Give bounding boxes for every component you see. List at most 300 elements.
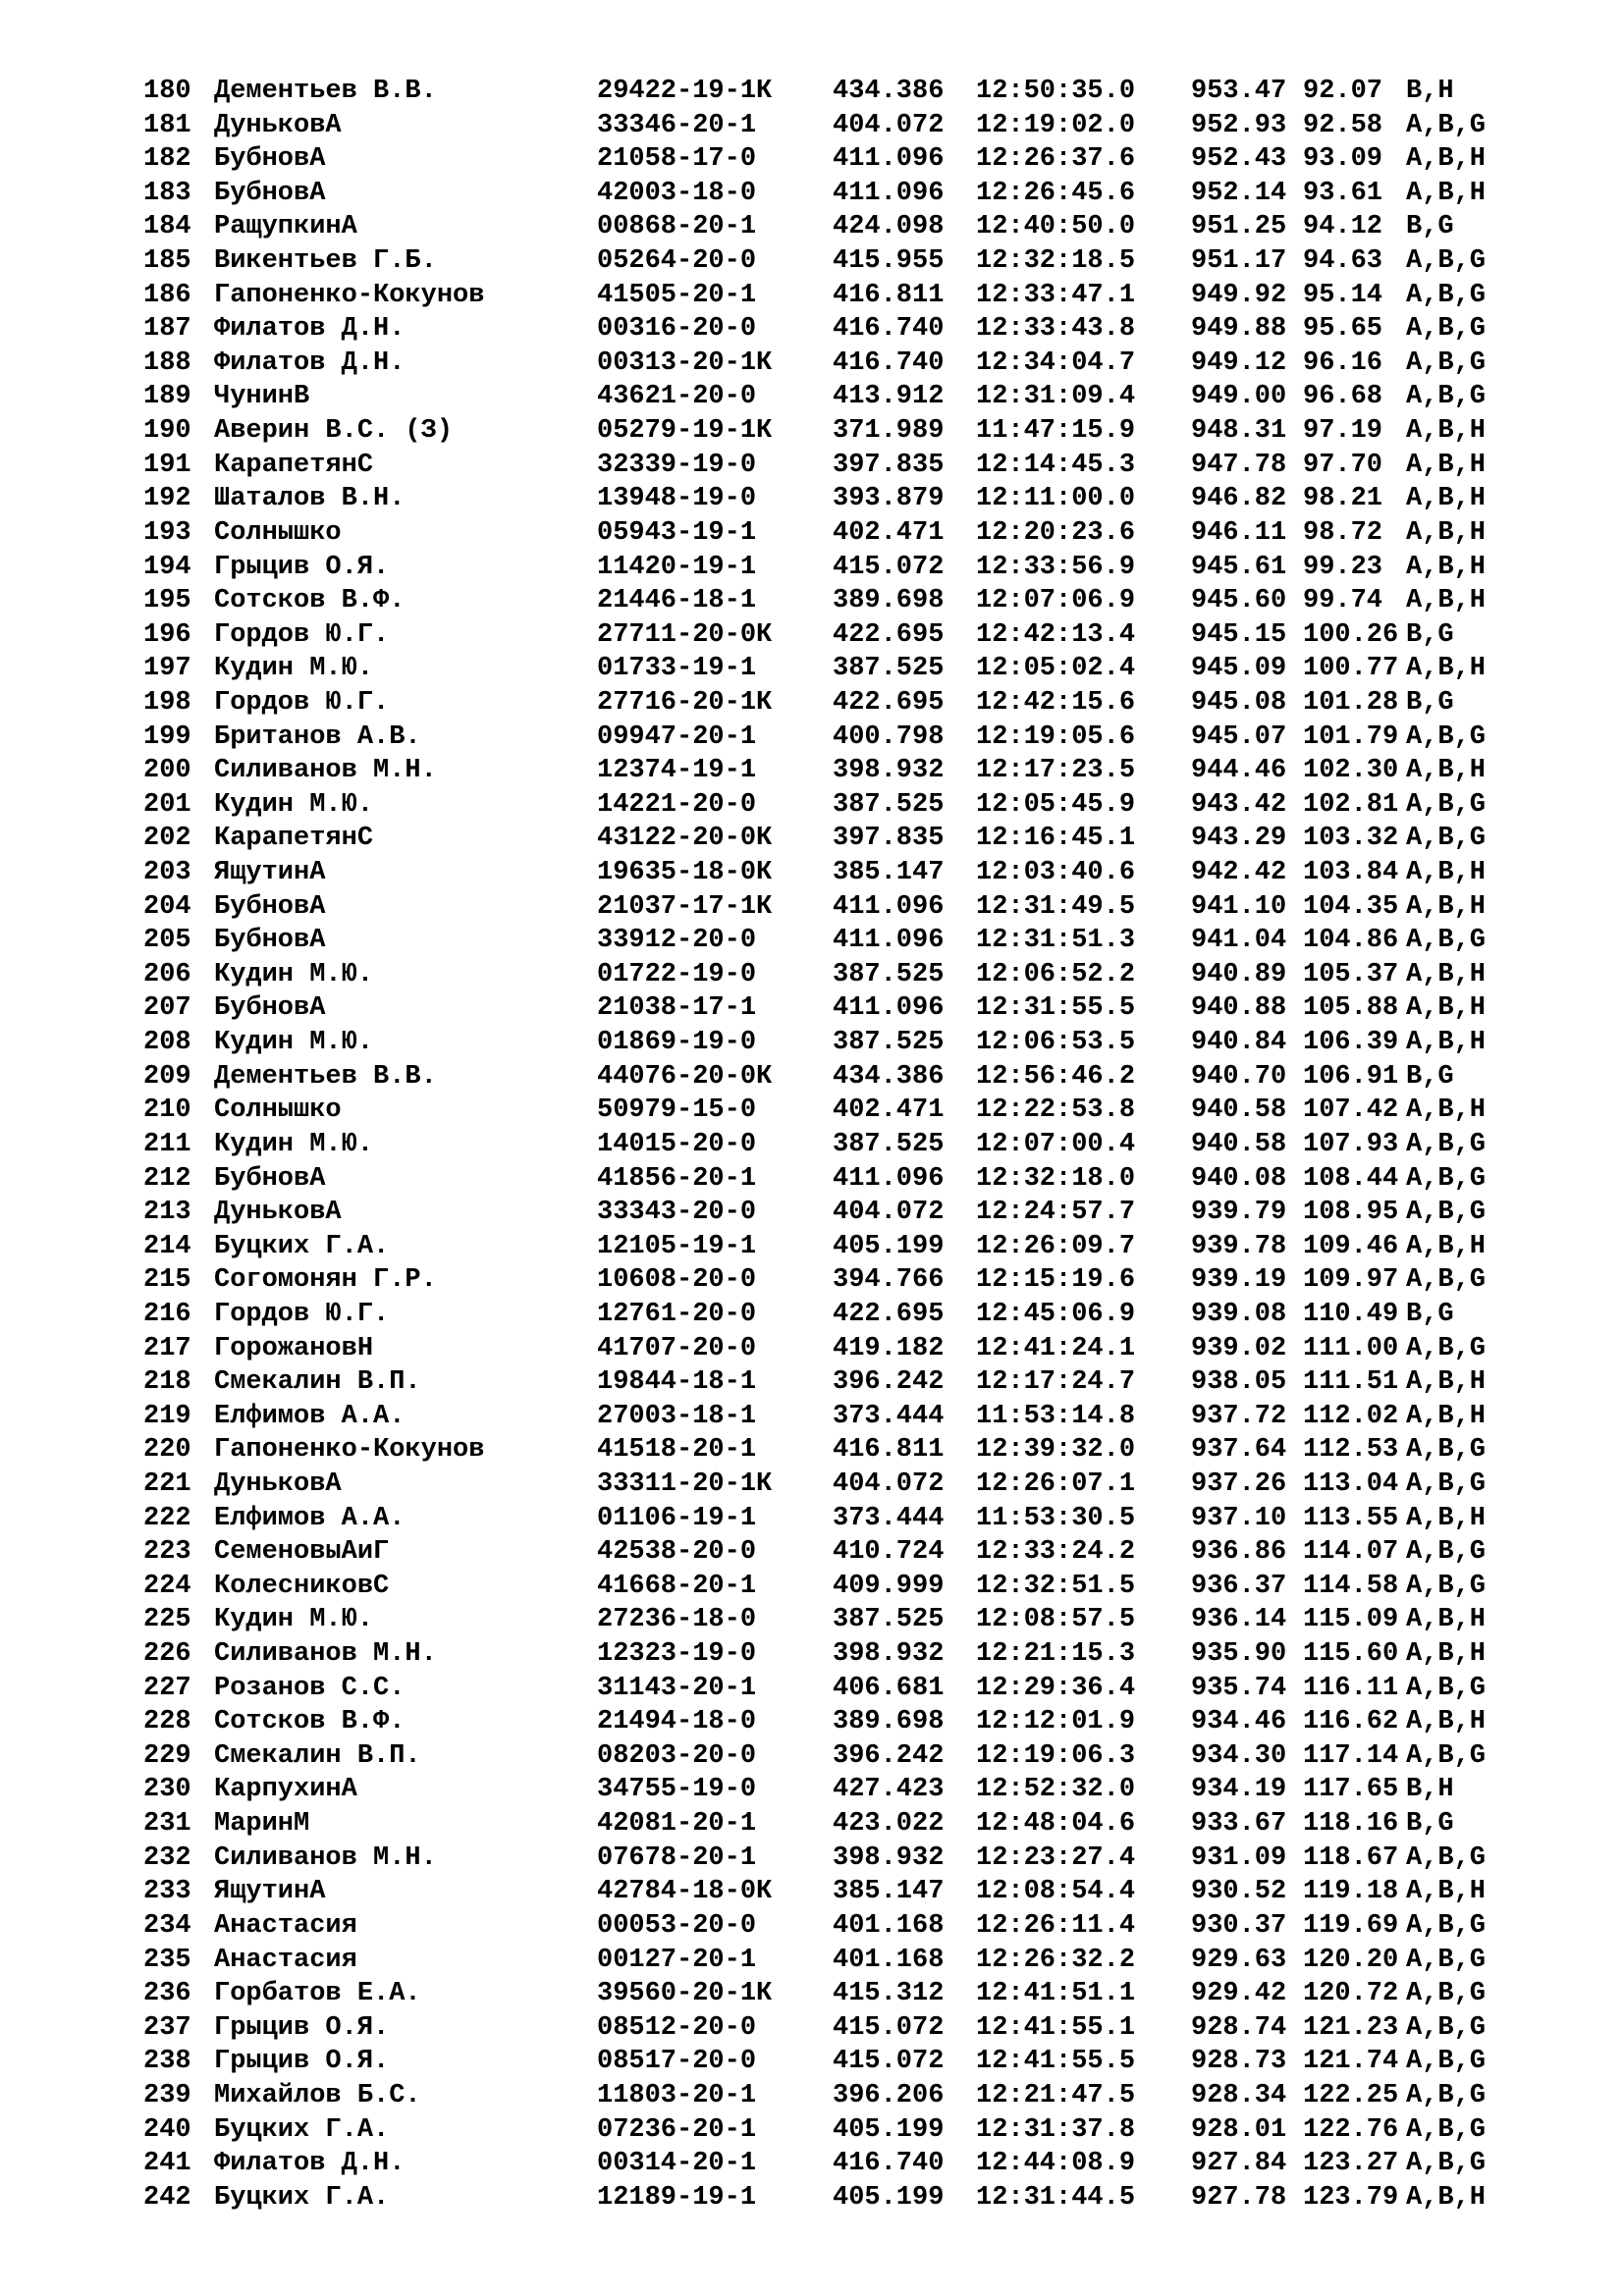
fancier-name: Дементьев В.В. [214, 1061, 437, 1092]
ring-number: 01869-19-0 [597, 1028, 757, 1058]
fancier-name: Силиванов М.Н. [214, 1639, 437, 1670]
ring-number: 01733-19-1 [597, 654, 757, 684]
place-number: 238 [143, 2047, 191, 2077]
place-number: 224 [143, 1571, 191, 1601]
place-number: 191 [143, 450, 191, 480]
arrival-time: 12:31:55.5 [976, 993, 1136, 1024]
place-number: 206 [143, 959, 191, 989]
place-number: 212 [143, 1163, 191, 1194]
place-number: 192 [143, 484, 191, 514]
categories: A,B,G [1406, 2080, 1487, 2110]
ring-number: 21446-18-1 [597, 586, 757, 616]
categories: A,B,G [1406, 2149, 1487, 2179]
coefficient: 119.18 [1303, 1877, 1399, 1907]
fancier-name: Кудин М.Ю. [214, 789, 374, 820]
ring-number: 41668-20-1 [597, 1571, 757, 1601]
fancier-name: Буцких Г.А. [214, 2182, 390, 2213]
coefficient: 99.23 [1303, 552, 1383, 582]
place-number: 215 [143, 1265, 191, 1296]
coefficient: 108.44 [1303, 1163, 1399, 1194]
coefficient: 119.69 [1303, 1910, 1399, 1941]
ring-number: 42784-18-0К [597, 1877, 773, 1907]
categories: A,B,G [1406, 246, 1487, 277]
distance: 385.147 [833, 1877, 945, 1907]
arrival-time: 12:34:04.7 [976, 347, 1136, 378]
coefficient: 114.58 [1303, 1571, 1399, 1601]
ring-number: 39560-20-1К [597, 1979, 773, 2009]
fancier-name: КарапетянС [214, 450, 374, 480]
categories: A,B,H [1406, 959, 1487, 989]
coefficient: 109.46 [1303, 1231, 1399, 1261]
coefficient: 117.65 [1303, 1775, 1399, 1805]
categories: A,B,H [1406, 1028, 1487, 1058]
coefficient: 113.04 [1303, 1468, 1399, 1499]
distance: 404.072 [833, 1468, 945, 1499]
coefficient: 101.79 [1303, 721, 1399, 752]
distance: 401.168 [833, 1945, 945, 1975]
speed: 952.93 [1191, 110, 1287, 140]
distance: 393.879 [833, 484, 945, 514]
distance: 416.740 [833, 2149, 945, 2179]
place-number: 197 [143, 654, 191, 684]
distance: 419.182 [833, 1333, 945, 1363]
fancier-name: Елфимов А.А. [214, 1401, 406, 1431]
ring-number: 12761-20-0 [597, 1299, 757, 1329]
arrival-time: 12:26:32.2 [976, 1945, 1136, 1975]
speed: 936.14 [1191, 1605, 1287, 1635]
coefficient: 103.32 [1303, 824, 1399, 854]
place-number: 230 [143, 1775, 191, 1805]
arrival-time: 12:44:08.9 [976, 2149, 1136, 2179]
categories: A,B,H [1406, 484, 1487, 514]
categories: A,B,H [1406, 450, 1487, 480]
ring-number: 19635-18-0К [597, 858, 773, 888]
coefficient: 120.72 [1303, 1979, 1399, 2009]
categories: A,B,G [1406, 314, 1487, 345]
fancier-name: Буцких Г.А. [214, 2114, 390, 2145]
place-number: 187 [143, 314, 191, 345]
arrival-time: 12:40:50.0 [976, 212, 1136, 242]
ring-number: 08203-20-0 [597, 1740, 757, 1771]
place-number: 232 [143, 1842, 191, 1873]
fancier-name: Сотсков В.Ф. [214, 1707, 406, 1737]
coefficient: 123.27 [1303, 2149, 1399, 2179]
categories: A,B,G [1406, 1163, 1487, 1194]
ring-number: 21038-17-1 [597, 993, 757, 1024]
place-number: 181 [143, 110, 191, 140]
distance: 371.989 [833, 416, 945, 447]
categories: A,B,H [1406, 1367, 1487, 1398]
ring-number: 09947-20-1 [597, 721, 757, 752]
coefficient: 115.60 [1303, 1639, 1399, 1670]
fancier-name: Анастасия [214, 1910, 357, 1941]
place-number: 236 [143, 1979, 191, 2009]
ring-number: 21037-17-1К [597, 891, 773, 922]
speed: 949.12 [1191, 347, 1287, 378]
speed: 951.25 [1191, 212, 1287, 242]
speed: 940.84 [1191, 1028, 1287, 1058]
speed: 945.15 [1191, 619, 1287, 650]
place-number: 219 [143, 1401, 191, 1431]
place-number: 239 [143, 2080, 191, 2110]
speed: 946.82 [1191, 484, 1287, 514]
place-number: 227 [143, 1673, 191, 1703]
coefficient: 94.12 [1303, 212, 1383, 242]
distance: 405.199 [833, 2114, 945, 2145]
coefficient: 116.62 [1303, 1707, 1399, 1737]
place-number: 225 [143, 1605, 191, 1635]
place-number: 207 [143, 993, 191, 1024]
arrival-time: 12:33:43.8 [976, 314, 1136, 345]
coefficient: 106.91 [1303, 1061, 1399, 1092]
fancier-name: Согомонян Г.Р. [214, 1265, 437, 1296]
place-number: 180 [143, 77, 191, 106]
distance: 396.206 [833, 2080, 945, 2110]
fancier-name: Британов А.В. [214, 721, 421, 752]
arrival-time: 12:32:18.0 [976, 1163, 1136, 1194]
coefficient: 99.74 [1303, 586, 1383, 616]
coefficient: 97.19 [1303, 416, 1383, 447]
categories: A,B,G [1406, 2114, 1487, 2145]
arrival-time: 12:11:00.0 [976, 484, 1136, 514]
fancier-name: Михайлов Б.С. [214, 2080, 421, 2110]
fancier-name: Гордов Ю.Г. [214, 1299, 390, 1329]
coefficient: 107.42 [1303, 1095, 1399, 1126]
place-number: 190 [143, 416, 191, 447]
distance: 373.444 [833, 1503, 945, 1533]
coefficient: 102.81 [1303, 789, 1399, 820]
fancier-name: Аверин В.С. (З) [214, 416, 454, 447]
fancier-name: ГорожановН [214, 1333, 374, 1363]
ring-number: 27003-18-1 [597, 1401, 757, 1431]
distance: 389.698 [833, 1707, 945, 1737]
ring-number: 08512-20-0 [597, 2012, 757, 2043]
arrival-time: 12:15:19.6 [976, 1265, 1136, 1296]
fancier-name: Розанов С.С. [214, 1673, 406, 1703]
categories: A,B,G [1406, 1945, 1487, 1975]
arrival-time: 12:45:06.9 [976, 1299, 1136, 1329]
place-number: 182 [143, 144, 191, 175]
distance: 397.835 [833, 824, 945, 854]
ring-number: 00313-20-1К [597, 347, 773, 378]
distance: 415.072 [833, 2012, 945, 2043]
coefficient: 94.63 [1303, 246, 1383, 277]
categories: A,B,H [1406, 891, 1487, 922]
ring-number: 33346-20-1 [597, 110, 757, 140]
distance: 415.955 [833, 246, 945, 277]
arrival-time: 12:22:53.8 [976, 1095, 1136, 1126]
distance: 416.811 [833, 1435, 945, 1466]
ring-number: 10608-20-0 [597, 1265, 757, 1296]
categories: A,B,G [1406, 1673, 1487, 1703]
fancier-name: КарпухинА [214, 1775, 357, 1805]
arrival-time: 12:19:06.3 [976, 1740, 1136, 1771]
categories: A,B,G [1406, 1842, 1487, 1873]
coefficient: 115.09 [1303, 1605, 1399, 1635]
ring-number: 12374-19-1 [597, 756, 757, 786]
arrival-time: 12:24:57.7 [976, 1198, 1136, 1228]
speed: 953.47 [1191, 77, 1287, 106]
categories: A,B,G [1406, 280, 1487, 310]
place-number: 231 [143, 1809, 191, 1840]
speed: 940.88 [1191, 993, 1287, 1024]
categories: A,B,G [1406, 721, 1487, 752]
distance: 394.766 [833, 1265, 945, 1296]
distance: 411.096 [833, 993, 945, 1024]
categories: B,H [1406, 1775, 1454, 1805]
coefficient: 93.09 [1303, 144, 1383, 175]
place-number: 218 [143, 1367, 191, 1398]
distance: 397.835 [833, 450, 945, 480]
place-number: 204 [143, 891, 191, 922]
fancier-name: КарапетянС [214, 824, 374, 854]
distance: 413.912 [833, 382, 945, 412]
coefficient: 96.68 [1303, 382, 1383, 412]
categories: A,B,G [1406, 1435, 1487, 1466]
distance: 402.471 [833, 1095, 945, 1126]
place-number: 216 [143, 1299, 191, 1329]
place-number: 240 [143, 2114, 191, 2145]
ring-number: 08517-20-0 [597, 2047, 757, 2077]
speed: 944.46 [1191, 756, 1287, 786]
coefficient: 109.97 [1303, 1265, 1399, 1296]
fancier-name: Кудин М.Ю. [214, 654, 374, 684]
coefficient: 111.00 [1303, 1333, 1399, 1363]
place-number: 223 [143, 1537, 191, 1568]
categories: A,B,G [1406, 1198, 1487, 1228]
fancier-name: БубновА [214, 178, 326, 208]
coefficient: 104.86 [1303, 926, 1399, 956]
arrival-time: 11:47:15.9 [976, 416, 1136, 447]
coefficient: 118.67 [1303, 1842, 1399, 1873]
ring-number: 01722-19-0 [597, 959, 757, 989]
arrival-time: 12:41:55.5 [976, 2047, 1136, 2077]
speed: 935.90 [1191, 1639, 1287, 1670]
place-number: 226 [143, 1639, 191, 1670]
speed: 939.08 [1191, 1299, 1287, 1329]
coefficient: 103.84 [1303, 858, 1399, 888]
coefficient: 112.02 [1303, 1401, 1399, 1431]
distance: 401.168 [833, 1910, 945, 1941]
fancier-name: Силиванов М.Н. [214, 756, 437, 786]
arrival-time: 12:29:36.4 [976, 1673, 1136, 1703]
fancier-name: Гапоненко-Кокунов [214, 280, 485, 310]
arrival-time: 12:41:24.1 [976, 1333, 1136, 1363]
ring-number: 00053-20-0 [597, 1910, 757, 1941]
ring-number: 12189-19-1 [597, 2182, 757, 2213]
coefficient: 111.51 [1303, 1367, 1399, 1398]
place-number: 186 [143, 280, 191, 310]
ring-number: 42081-20-1 [597, 1809, 757, 1840]
categories: A,B,G [1406, 789, 1487, 820]
ring-number: 11420-19-1 [597, 552, 757, 582]
categories: A,B,H [1406, 1639, 1487, 1670]
distance: 416.811 [833, 280, 945, 310]
categories: A,B,G [1406, 2012, 1487, 2043]
place-number: 199 [143, 721, 191, 752]
speed: 934.46 [1191, 1707, 1287, 1737]
distance: 387.525 [833, 654, 945, 684]
fancier-name: Грыцив О.Я. [214, 2047, 390, 2077]
distance: 396.242 [833, 1740, 945, 1771]
place-number: 210 [143, 1095, 191, 1126]
coefficient: 120.20 [1303, 1945, 1399, 1975]
distance: 404.072 [833, 1198, 945, 1228]
speed: 940.08 [1191, 1163, 1287, 1194]
arrival-time: 12:31:51.3 [976, 926, 1136, 956]
fancier-name: Шаталов В.Н. [214, 484, 406, 514]
categories: A,B,H [1406, 416, 1487, 447]
speed: 930.52 [1191, 1877, 1287, 1907]
place-number: 208 [143, 1028, 191, 1058]
distance: 387.525 [833, 959, 945, 989]
place-number: 209 [143, 1061, 191, 1092]
ring-number: 00868-20-1 [597, 212, 757, 242]
fancier-name: БубновА [214, 891, 326, 922]
speed: 949.88 [1191, 314, 1287, 345]
fancier-name: Кудин М.Ю. [214, 1605, 374, 1635]
arrival-time: 12:26:07.1 [976, 1468, 1136, 1499]
fancier-name: Елфимов А.А. [214, 1503, 406, 1533]
ring-number: 14015-20-0 [597, 1129, 757, 1159]
categories: A,B,G [1406, 824, 1487, 854]
arrival-time: 12:17:24.7 [976, 1367, 1136, 1398]
arrival-time: 12:26:37.6 [976, 144, 1136, 175]
speed: 943.42 [1191, 789, 1287, 820]
arrival-time: 12:41:51.1 [976, 1979, 1136, 2009]
arrival-time: 12:21:15.3 [976, 1639, 1136, 1670]
speed: 952.43 [1191, 144, 1287, 175]
ring-number: 12105-19-1 [597, 1231, 757, 1261]
place-number: 228 [143, 1707, 191, 1737]
arrival-time: 12:42:13.4 [976, 619, 1136, 650]
fancier-name: Гордов Ю.Г. [214, 687, 390, 718]
distance: 387.525 [833, 1129, 945, 1159]
coefficient: 104.35 [1303, 891, 1399, 922]
ring-number: 33912-20-0 [597, 926, 757, 956]
distance: 373.444 [833, 1401, 945, 1431]
speed: 940.89 [1191, 959, 1287, 989]
fancier-name: Анастасия [214, 1945, 357, 1975]
categories: A,B,H [1406, 1605, 1487, 1635]
speed: 949.00 [1191, 382, 1287, 412]
distance: 405.199 [833, 1231, 945, 1261]
distance: 398.932 [833, 1639, 945, 1670]
coefficient: 121.74 [1303, 2047, 1399, 2077]
categories: A,B,G [1406, 110, 1487, 140]
speed: 928.74 [1191, 2012, 1287, 2043]
place-number: 194 [143, 552, 191, 582]
fancier-name: БубновА [214, 144, 326, 175]
ring-number: 29422-19-1К [597, 77, 773, 106]
coefficient: 122.25 [1303, 2080, 1399, 2110]
arrival-time: 12:17:23.5 [976, 756, 1136, 786]
place-number: 229 [143, 1740, 191, 1771]
coefficient: 92.58 [1303, 110, 1383, 140]
speed: 937.10 [1191, 1503, 1287, 1533]
speed: 938.05 [1191, 1367, 1287, 1398]
place-number: 241 [143, 2149, 191, 2179]
fancier-name: ДуньковА [214, 1468, 342, 1499]
categories: A,B,G [1406, 1468, 1487, 1499]
categories: B,G [1406, 1061, 1454, 1092]
fancier-name: ЯщутинА [214, 1877, 326, 1907]
ring-number: 43122-20-0К [597, 824, 773, 854]
speed: 928.01 [1191, 2114, 1287, 2145]
categories: A,B,H [1406, 517, 1487, 548]
distance: 406.681 [833, 1673, 945, 1703]
arrival-time: 12:21:47.5 [976, 2080, 1136, 2110]
categories: A,B,H [1406, 1095, 1487, 1126]
arrival-time: 12:20:23.6 [976, 517, 1136, 548]
ring-number: 41505-20-1 [597, 280, 757, 310]
distance: 387.525 [833, 789, 945, 820]
categories: A,B,H [1406, 552, 1487, 582]
categories: B,H [1406, 77, 1454, 106]
arrival-time: 12:03:40.6 [976, 858, 1136, 888]
speed: 949.92 [1191, 280, 1287, 310]
fancier-name: МаринМ [214, 1809, 310, 1840]
categories: A,B,G [1406, 1571, 1487, 1601]
coefficient: 95.65 [1303, 314, 1383, 345]
distance: 422.695 [833, 1299, 945, 1329]
place-number: 211 [143, 1129, 191, 1159]
ring-number: 41518-20-1 [597, 1435, 757, 1466]
distance: 385.147 [833, 858, 945, 888]
fancier-name: ДуньковА [214, 1198, 342, 1228]
speed: 941.04 [1191, 926, 1287, 956]
place-number: 198 [143, 687, 191, 718]
place-number: 189 [143, 382, 191, 412]
categories: A,B,G [1406, 926, 1487, 956]
distance: 389.698 [833, 586, 945, 616]
ring-number: 42538-20-0 [597, 1537, 757, 1568]
ring-number: 33311-20-1К [597, 1468, 773, 1499]
categories: A,B,G [1406, 1979, 1487, 2009]
speed: 946.11 [1191, 517, 1287, 548]
categories: A,B,H [1406, 1231, 1487, 1261]
categories: B,G [1406, 687, 1454, 718]
coefficient: 96.16 [1303, 347, 1383, 378]
distance: 396.242 [833, 1367, 945, 1398]
arrival-time: 12:07:06.9 [976, 586, 1136, 616]
speed: 948.31 [1191, 416, 1287, 447]
arrival-time: 12:05:45.9 [976, 789, 1136, 820]
distance: 416.740 [833, 314, 945, 345]
speed: 936.86 [1191, 1537, 1287, 1568]
ring-number: 43621-20-0 [597, 382, 757, 412]
fancier-name: Солнышко [214, 517, 342, 548]
coefficient: 98.72 [1303, 517, 1383, 548]
ring-number: 00127-20-1 [597, 1945, 757, 1975]
coefficient: 110.49 [1303, 1299, 1399, 1329]
ring-number: 01106-19-1 [597, 1503, 757, 1533]
speed: 927.84 [1191, 2149, 1287, 2179]
ring-number: 27711-20-0К [597, 619, 773, 650]
coefficient: 112.53 [1303, 1435, 1399, 1466]
arrival-time: 12:05:02.4 [976, 654, 1136, 684]
arrival-time: 11:53:14.8 [976, 1401, 1136, 1431]
ring-number: 27716-20-1К [597, 687, 773, 718]
categories: A,B,G [1406, 1537, 1487, 1568]
ring-number: 50979-15-0 [597, 1095, 757, 1126]
categories: A,B,H [1406, 1503, 1487, 1533]
coefficient: 107.93 [1303, 1129, 1399, 1159]
place-number: 234 [143, 1910, 191, 1941]
ring-number: 00314-20-1 [597, 2149, 757, 2179]
fancier-name: Сотсков В.Ф. [214, 586, 406, 616]
place-number: 242 [143, 2182, 191, 2213]
